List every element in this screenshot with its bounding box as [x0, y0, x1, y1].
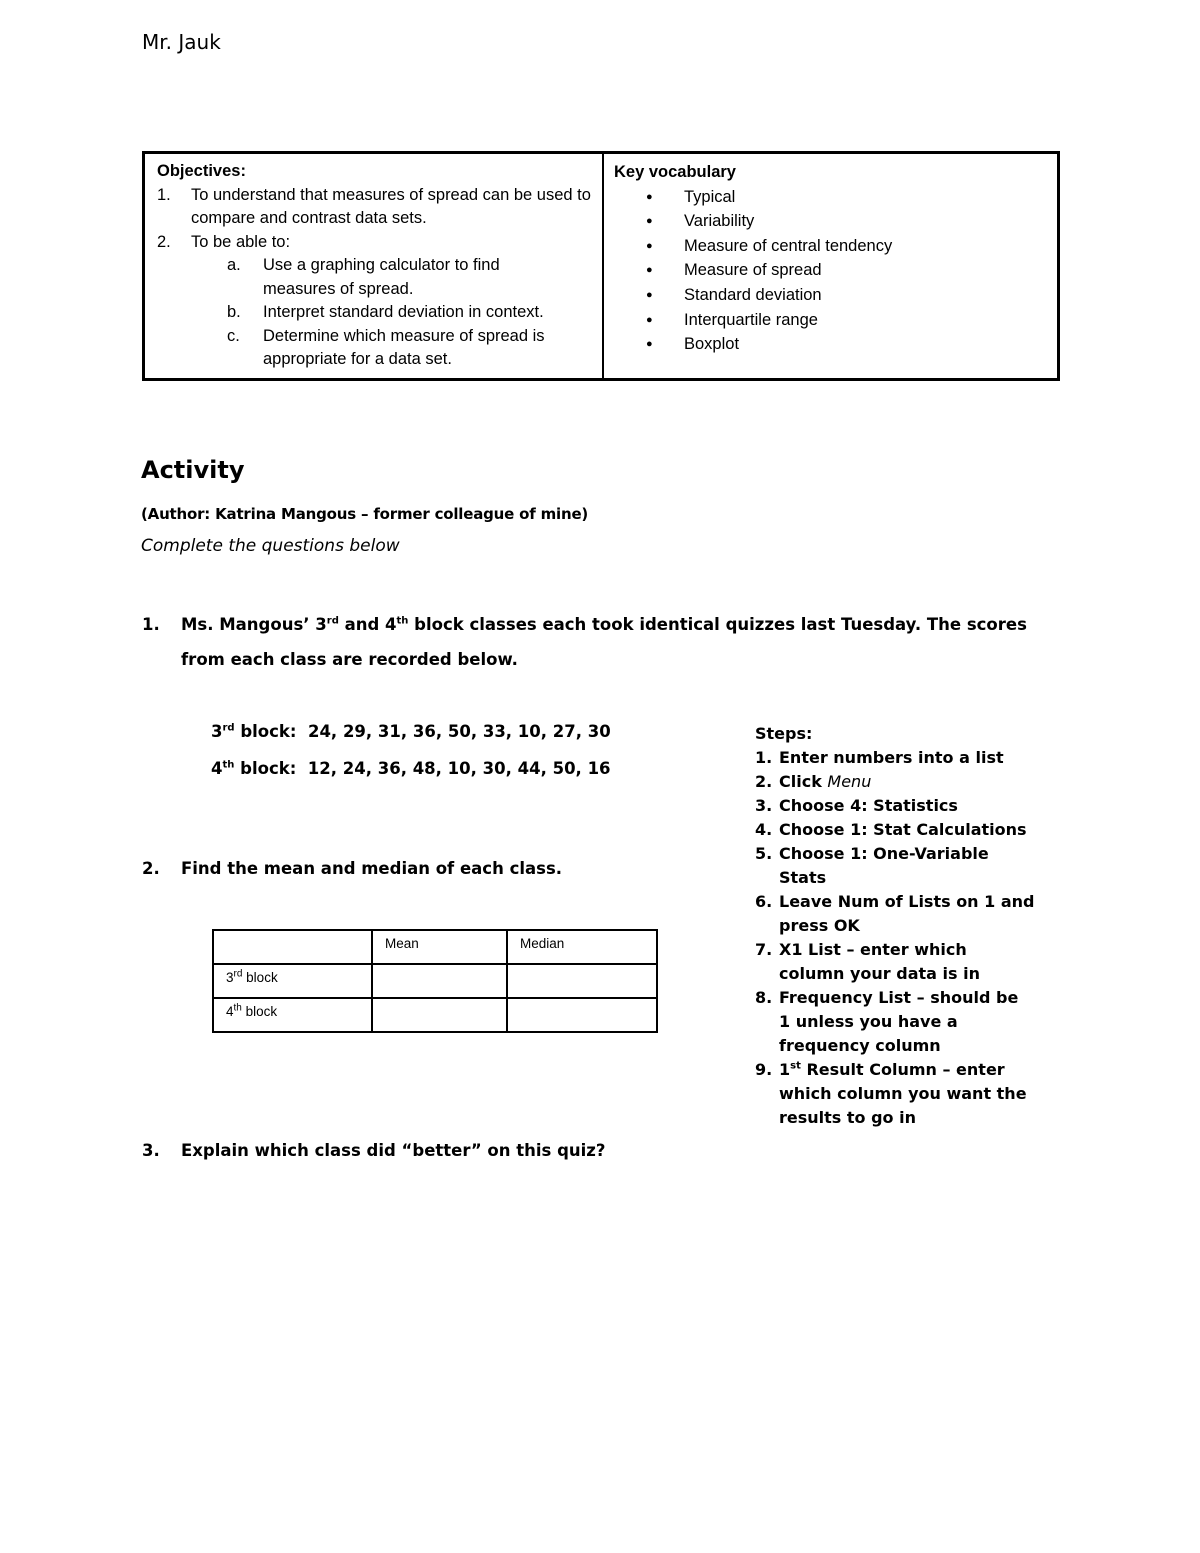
- ordinal-suffix: th: [222, 759, 235, 770]
- activity-heading: Activity: [141, 456, 245, 484]
- step-text-part: 1: [779, 1060, 791, 1079]
- objective-item: [157, 231, 602, 255]
- step-text: Leave Num of Lists on 1 and press OK: [779, 892, 1035, 935]
- step-text: Choose 1: Stat Calculations: [779, 820, 1027, 839]
- ordinal-suffix: th: [233, 1002, 242, 1014]
- block-label: block:: [234, 722, 308, 741]
- objective-text: To be able to:: [191, 232, 291, 251]
- step-item: [755, 986, 1035, 1058]
- step-text-part: Click: [779, 772, 828, 791]
- vocabulary-item: [614, 234, 1057, 259]
- question-3-number: 3.: [142, 1141, 160, 1160]
- vocabulary-term: Interquartile range: [684, 310, 818, 329]
- question-3-text: Explain which class did “better” on this quiz?: [181, 1141, 606, 1160]
- step-item: [755, 842, 1035, 890]
- step-item: [755, 938, 1035, 986]
- ordinal-suffix: rd: [222, 722, 235, 734]
- block-number: 4: [226, 1004, 234, 1019]
- block-number: 3: [211, 722, 223, 741]
- step-number: 4.: [755, 820, 773, 839]
- objective-subitem: [157, 325, 602, 372]
- block-label: block:: [234, 758, 308, 778]
- median-answer-cell[interactable]: [507, 998, 657, 1032]
- subitem-text: Determine which measure of spread is appropriate for a data set.: [263, 326, 545, 368]
- question-2-number: 2.: [142, 859, 160, 878]
- bullet-icon: [614, 283, 684, 308]
- subitem-text: Use a graphing calculator to find measures of spread.: [263, 256, 500, 298]
- ordinal-suffix: rd: [233, 968, 243, 980]
- vocabulary-item: [614, 258, 1057, 283]
- objectives-title: Objectives:: [157, 162, 246, 180]
- step-text-emphasis: Menu: [827, 772, 872, 791]
- step-text: X1 List – enter which column your data is in: [779, 940, 980, 983]
- vocabulary-term: Boxplot: [684, 335, 740, 354]
- objectives-vocabulary-table: [142, 151, 1060, 381]
- step-text: Enter numbers into a list: [779, 748, 1004, 767]
- ordinal-suffix: rd: [326, 615, 339, 627]
- vocabulary-term: Measure of spread: [684, 261, 822, 280]
- objective-number: 2.: [157, 232, 171, 251]
- step-text: Frequency List – should be 1 unless you have a frequency column: [779, 988, 1019, 1055]
- vocabulary-term: Standard deviation: [684, 285, 822, 304]
- objective-subitem: [157, 254, 602, 301]
- step-number: 5.: [755, 844, 773, 863]
- vocabulary-cell: [604, 154, 1057, 378]
- block-label: block: [241, 1004, 278, 1019]
- question-2-text: Find the mean and median of each class.: [181, 859, 563, 878]
- row-label-cell: [213, 964, 372, 998]
- mean-median-table: [212, 929, 658, 1033]
- median-answer-cell[interactable]: [507, 964, 657, 998]
- bullet-icon: [614, 332, 684, 357]
- instruction-text: Complete the questions below: [141, 536, 400, 556]
- objective-subitem: [157, 301, 602, 325]
- table-header-cell: Median: [507, 930, 657, 964]
- score-row-3rd-block: [211, 714, 611, 751]
- step-item: [755, 890, 1035, 938]
- score-lists: [211, 714, 611, 787]
- question-text-part: and 4: [338, 615, 397, 634]
- vocabulary-item: [614, 308, 1057, 333]
- block-number: 4: [211, 758, 223, 778]
- score-values: 24, 29, 31, 36, 50, 33, 10, 27, 30: [307, 722, 611, 741]
- step-text: Choose 1: One-Variable Stats: [779, 844, 989, 887]
- step-item: [755, 746, 1035, 770]
- score-row-4th-block: [211, 751, 611, 788]
- table-row: [213, 998, 657, 1032]
- subitem-letter: a.: [227, 256, 241, 274]
- vocabulary-item: [614, 283, 1057, 308]
- step-number: 1.: [755, 748, 773, 767]
- step-number: 7.: [755, 940, 773, 959]
- step-item: [755, 794, 1035, 818]
- steps-title: Steps:: [755, 724, 813, 743]
- step-text: Choose 4: Statistics: [779, 796, 958, 815]
- vocabulary-item: [614, 209, 1057, 234]
- table-header-cell: [213, 930, 372, 964]
- step-number: 2.: [755, 772, 773, 791]
- vocabulary-item: [614, 185, 1057, 210]
- vocabulary-term: Variability: [684, 212, 755, 231]
- step-text: [779, 770, 1035, 794]
- question-text-part: block classes each took identical quizzes last Tuesday. The scores from each class are recorded below.: [181, 615, 1027, 669]
- mean-answer-cell[interactable]: [372, 998, 507, 1032]
- step-number: 9.: [755, 1060, 773, 1079]
- table-header-cell: Mean: [372, 930, 507, 964]
- table-header-row: [213, 930, 657, 964]
- objective-number: 1.: [157, 185, 171, 204]
- bullet-icon: [614, 185, 684, 210]
- ordinal-suffix: st: [790, 1060, 801, 1072]
- calculator-steps: [755, 722, 1035, 1130]
- step-item: [755, 1058, 1035, 1130]
- step-item: [755, 770, 1035, 794]
- ordinal-suffix: th: [396, 615, 409, 627]
- question-1-number: 1.: [142, 615, 160, 634]
- vocabulary-term: Typical: [684, 187, 736, 206]
- vocabulary-item: [614, 332, 1057, 357]
- block-number: 3: [226, 970, 234, 985]
- step-number: 6.: [755, 892, 773, 911]
- bullet-icon: [614, 308, 684, 333]
- header-teacher-name: Mr. Jauk: [142, 30, 221, 54]
- objective-item: [157, 184, 602, 231]
- step-text: [779, 1058, 1035, 1130]
- block-label: block: [242, 970, 278, 985]
- vocabulary-title: Key vocabulary: [614, 163, 736, 181]
- step-item: [755, 818, 1035, 842]
- vocabulary-term: Measure of central tendency: [684, 236, 893, 255]
- bullet-icon: [614, 258, 684, 283]
- objectives-cell: [145, 154, 604, 378]
- author-credit: (Author: Katrina Mangous – former colleague of mine): [141, 505, 589, 523]
- bullet-icon: [614, 234, 684, 259]
- question-1-text: [181, 607, 1061, 677]
- step-number: 3.: [755, 796, 773, 815]
- question-text-part: Ms. Mangous’ 3: [181, 615, 327, 634]
- score-values: 12, 24, 36, 48, 10, 30, 44, 50, 16: [307, 758, 611, 778]
- subitem-text: Interpret standard deviation in context.: [263, 303, 544, 321]
- row-label-cell: [213, 998, 372, 1032]
- step-text-part: Result Column – enter which column you want the results to go in: [779, 1060, 1027, 1127]
- table-row: [213, 964, 657, 998]
- subitem-letter: b.: [227, 303, 241, 321]
- mean-answer-cell[interactable]: [372, 964, 507, 998]
- subitem-letter: c.: [227, 326, 240, 345]
- bullet-icon: [614, 209, 684, 234]
- step-number: 8.: [755, 988, 773, 1007]
- objective-text: To understand that measures of spread can be used to compare and contrast data sets.: [191, 185, 591, 227]
